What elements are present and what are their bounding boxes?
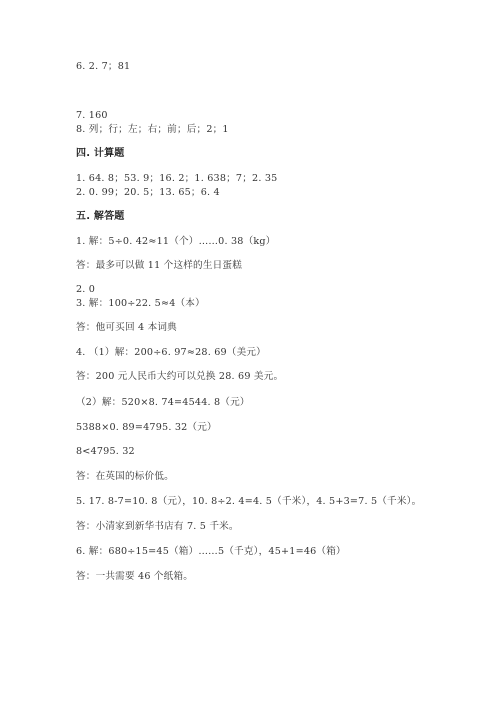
answer-7: 7. 160 [76,110,108,121]
answer-4-part-2: 答：在英国的标价低。 [76,471,174,482]
answer-1: 答：最多可以做 11 个这样的生日蛋糕 [76,260,243,271]
section-4-heading: 四. 计算题 [76,148,125,159]
section-5-heading: 五. 解答题 [76,211,125,222]
answer-3: 答：他可买回 4 本词典 [76,322,177,333]
solution-4-part-1: 4. （1）解：200÷6. 97≈28. 69（美元） [76,347,266,358]
section-4-line-2: 2. 0. 99；20. 5；13. 65；6. 4 [76,187,220,198]
solution-2: 2. 0 [76,284,96,295]
solution-6: 6. 解：680÷15=45（箱）……5（千克），45+1=46（箱） [76,546,346,557]
answer-8: 8. 列；行；左；右；前；后；2；1 [76,124,229,135]
solution-4-part-2-calc: 5388×0. 89=4795. 32（元） [76,422,217,433]
answer-5: 答：小清家到新华书店有 7. 5 千米。 [76,521,239,532]
solution-5: 5. 17. 8-7=10. 8（元），10. 8÷2. 4=4. 5（千米），4. 5+3=7. 5（千米）。 [76,496,422,507]
answer-6-final: 答：一共需要 46 个纸箱。 [76,571,194,582]
solution-3: 3. 解：100÷22. 5≈4（本） [76,298,205,309]
solution-1: 1. 解：5÷0. 42≈11（个）……0. 38（kg） [76,236,276,247]
answer-4-part-1: 答：200 元人民币大约可以兑换 28. 69 美元。 [76,371,284,382]
solution-4-compare: 8<4795. 32 [76,446,135,457]
section-4-line-1: 1. 64. 8；53. 9；16. 2；1. 638；7；2. 35 [76,173,278,184]
answer-6: 6. 2. 7；81 [76,61,131,72]
solution-4-part-2: （2）解：520×8. 74=4544. 8（元） [76,397,250,408]
